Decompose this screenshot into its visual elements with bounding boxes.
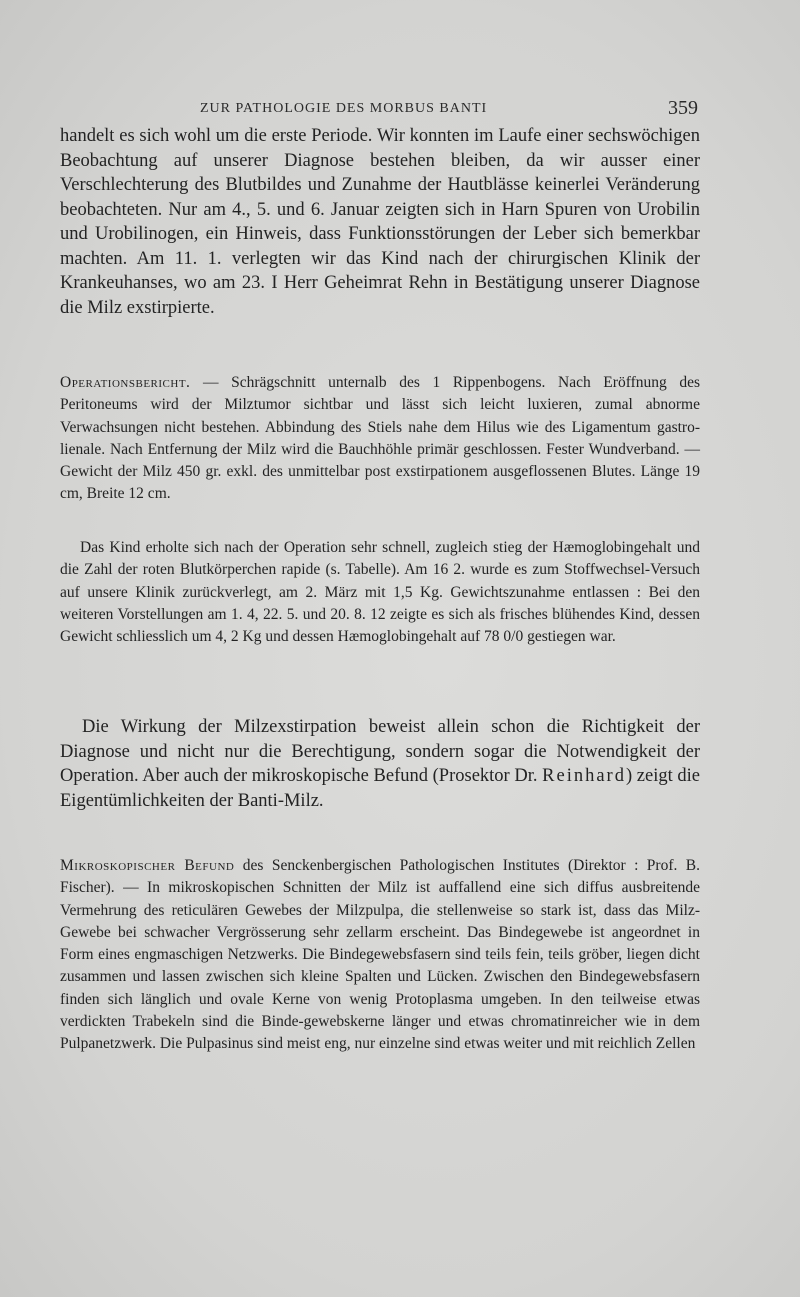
page-header (60, 97, 700, 123)
paragraph-case-course: handelt es sich wohl um die erste Periode. Wir konnten im Laufe einer sechswöchigen Beobachtung auf unserer Diagnose bestehen bleiben, da wir ausser einer Verschlechterung des Blutbildes und Zunahme der Hautblässe keinerlei Veränderung beobachteten. Nur am 4., 5. und 6. Januar zeigten sich in Harn Spuren von Urobilin und Urobilinogen, ein Hinweis, dass Funktionsstörungen der Leber sich bemerkbar machten. Am 11. 1. verlegten wir das Kind nach der chirurgischen Klinik der Krankeuhanses, wo am 23. I Herr Geheimrat Rehn in Bestätigung unserer Diagnose die Milz exstirpierte. (60, 126, 700, 318)
operation-report-heading: Operationsbericht. (60, 374, 191, 391)
running-title: ZUR PATHOLOGIE DES MORBUS BANTI (200, 101, 488, 116)
paragraph-operation-report (60, 372, 700, 506)
paragraph-splenectomy-effect (60, 715, 700, 813)
microscopic-findings-heading: Mikroskopischer Befund (60, 857, 235, 874)
paragraph-recovery: Das Kind erholte sich nach der Operation sehr schnell, zugleich stieg der Hæmoglobingehalt und die Zahl der roten Blutkörperchen rapide (s. Tabelle). Am 16 2. wurde es zum Stoffwechsel-Versuch auf unsere Klinik zurückverlegt, am 2. März mit 1,5 Kg. Gewichtszunahme entlassen : Bei den weiteren Vorstellungen am 1. 4, 22. 5. und 20. 8. 12 zeigte es sich als frisches blühendes Kind, dessen Gewicht schliesslich um 4, 2 Kg und dessen Hæmoglobingehalt auf 78 0/0 gestiegen war. (60, 539, 700, 646)
paragraph-microscopic-findings (60, 855, 700, 1056)
effect-text-start: Die Wirkung der Milzexstirpation beweist allein schon die Richtigkeit der Diagnose und nicht nur die Berechtigung, sondern sogar die Notwendigkeit der Operation. Aber auch der mikroskopische Befund (Prosektor Dr. (60, 717, 700, 786)
page-number: 359 (668, 97, 698, 119)
operation-report-text: — Schrägschnitt unternalb des 1 Rippenbogens. Nach Eröffnung des Peritoneums wird der Milztumor sichtbar und lässt sich leicht luxieren, zumal abnorme Verwachsungen nicht bestehen. Abbindung des Stiels nahe dem Hilus wie des Ligamentum gastro-lienale. Nach Entfernung der Milz wird die Bauchhöhle primär geschlossen. Fester Wundverband. — Gewicht der Milz 450 gr. exkl. des unmittelbar post exstirpationem ausgeflossenen Blutes. Länge 19 cm, Breite 12 cm. (60, 374, 700, 503)
prosector-name: Reinhard (542, 766, 626, 786)
microscopic-findings-text: des Senckenbergischen Pathologischen Institutes (Direktor : Prof. B. Fischer). — In mikroskopischen Schnitten der Milz ist auffallend eine sich diffus ausbreitende Vermehrung des reticulären Gewebes der Milzpulpa, die stellenweise so stark ist, dass das Milz-Gewebe bei schwacher Vergrösserung sehr zellarm erscheint. Das Bindegewebe ist angeordnet in Form eines engmaschigen Netzwerks. Die Bindegewebsfasern sind teils fein, teils gröber, liegen dicht zusammen und lassen zwischen sich kleine Spalten und Lücken. Zwischen den Bindegewebsfasern finden sich länglich und ovale Kerne von wenig Protoplasma umgeben. In den teilweise etwas verdickten Trabekeln sind die Binde-gewebskerne länger und etwas chromatinreicher wie in dem Pulpanetzwerk. Die Pulpasinus sind meist eng, nur einzelne sind etwas weiter und mit reichlich Zellen (60, 857, 700, 1053)
effect-text-end: ) zeigt die Eigentümlichkeiten der Banti-Milz. (60, 766, 700, 811)
